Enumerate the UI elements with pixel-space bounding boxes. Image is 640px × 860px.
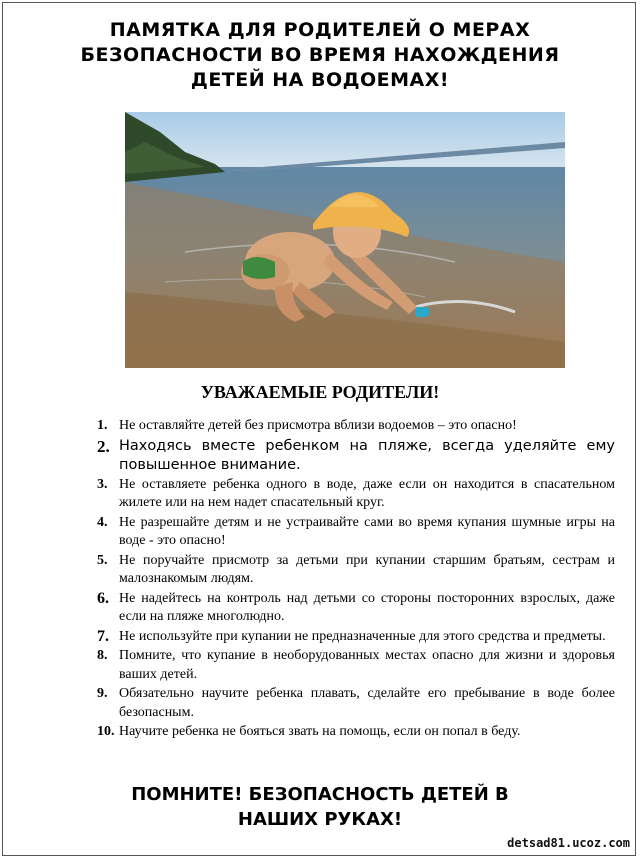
child-at-water-photo bbox=[125, 112, 565, 368]
list-item: 3. Не оставляете ребенка одного в воде, даже если он находится в спасательном жилете или на нем надет спасательный круг. bbox=[97, 476, 615, 510]
list-item: 8. Помните, что купание в необорудованных местах опасно для жизни и здоровья ваших детей. bbox=[97, 648, 615, 682]
list-item: 6. Не надейтесь на контроль над детьми со стороны посторонних взрослых, даже если на пляже многолюдно. bbox=[97, 589, 615, 624]
list-item: 2. Находясь вместе ребенком на пляже, всегда уделяйте ему повышенное внимание. bbox=[97, 436, 615, 473]
greeting-heading: УВАЖАЕМЫЕ РОДИТЕЛИ! bbox=[200, 382, 440, 402]
list-item: 5. Не поручайте присмотр за детьми при купании старшим братьям, сестрам и малознакомым людям. bbox=[97, 552, 615, 586]
watermark: detsad81.ucoz.com bbox=[507, 836, 630, 850]
page-title: ПАМЯТКА ДЛЯ РОДИТЕЛЕЙ О МЕРАХ БЕЗОПАСНОСТИ ВО ВРЕМЯ НАХОЖДЕНИЯ ДЕТЕЙ НА ВОДОЕМАХ! bbox=[80, 19, 560, 91]
list-item: 10. Научите ребенка не бояться звать на помощь, если он попал в беду. bbox=[97, 724, 521, 739]
list-item: 9. Обязательно научите ребенка плавать, сделайте его пребывание в воде более безопасным. bbox=[97, 686, 615, 720]
list-item: 4. Не разрешайте детям и не устраивайте сами во время купания шумные игры на воде - это опасно! bbox=[97, 514, 615, 548]
list-item: 7. Не используйте при купании не предназначенные для этого средства и предметы. bbox=[97, 627, 606, 645]
closing-reminder: ПОМНИТЕ! БЕЗОПАСНОСТЬ ДЕТЕЙ В НАШИХ РУКАХ! bbox=[131, 784, 509, 830]
list-item: 1. Не оставляйте детей без присмотра вблизи водоемов – это опасно! bbox=[97, 418, 517, 433]
rules-list bbox=[97, 417, 615, 743]
